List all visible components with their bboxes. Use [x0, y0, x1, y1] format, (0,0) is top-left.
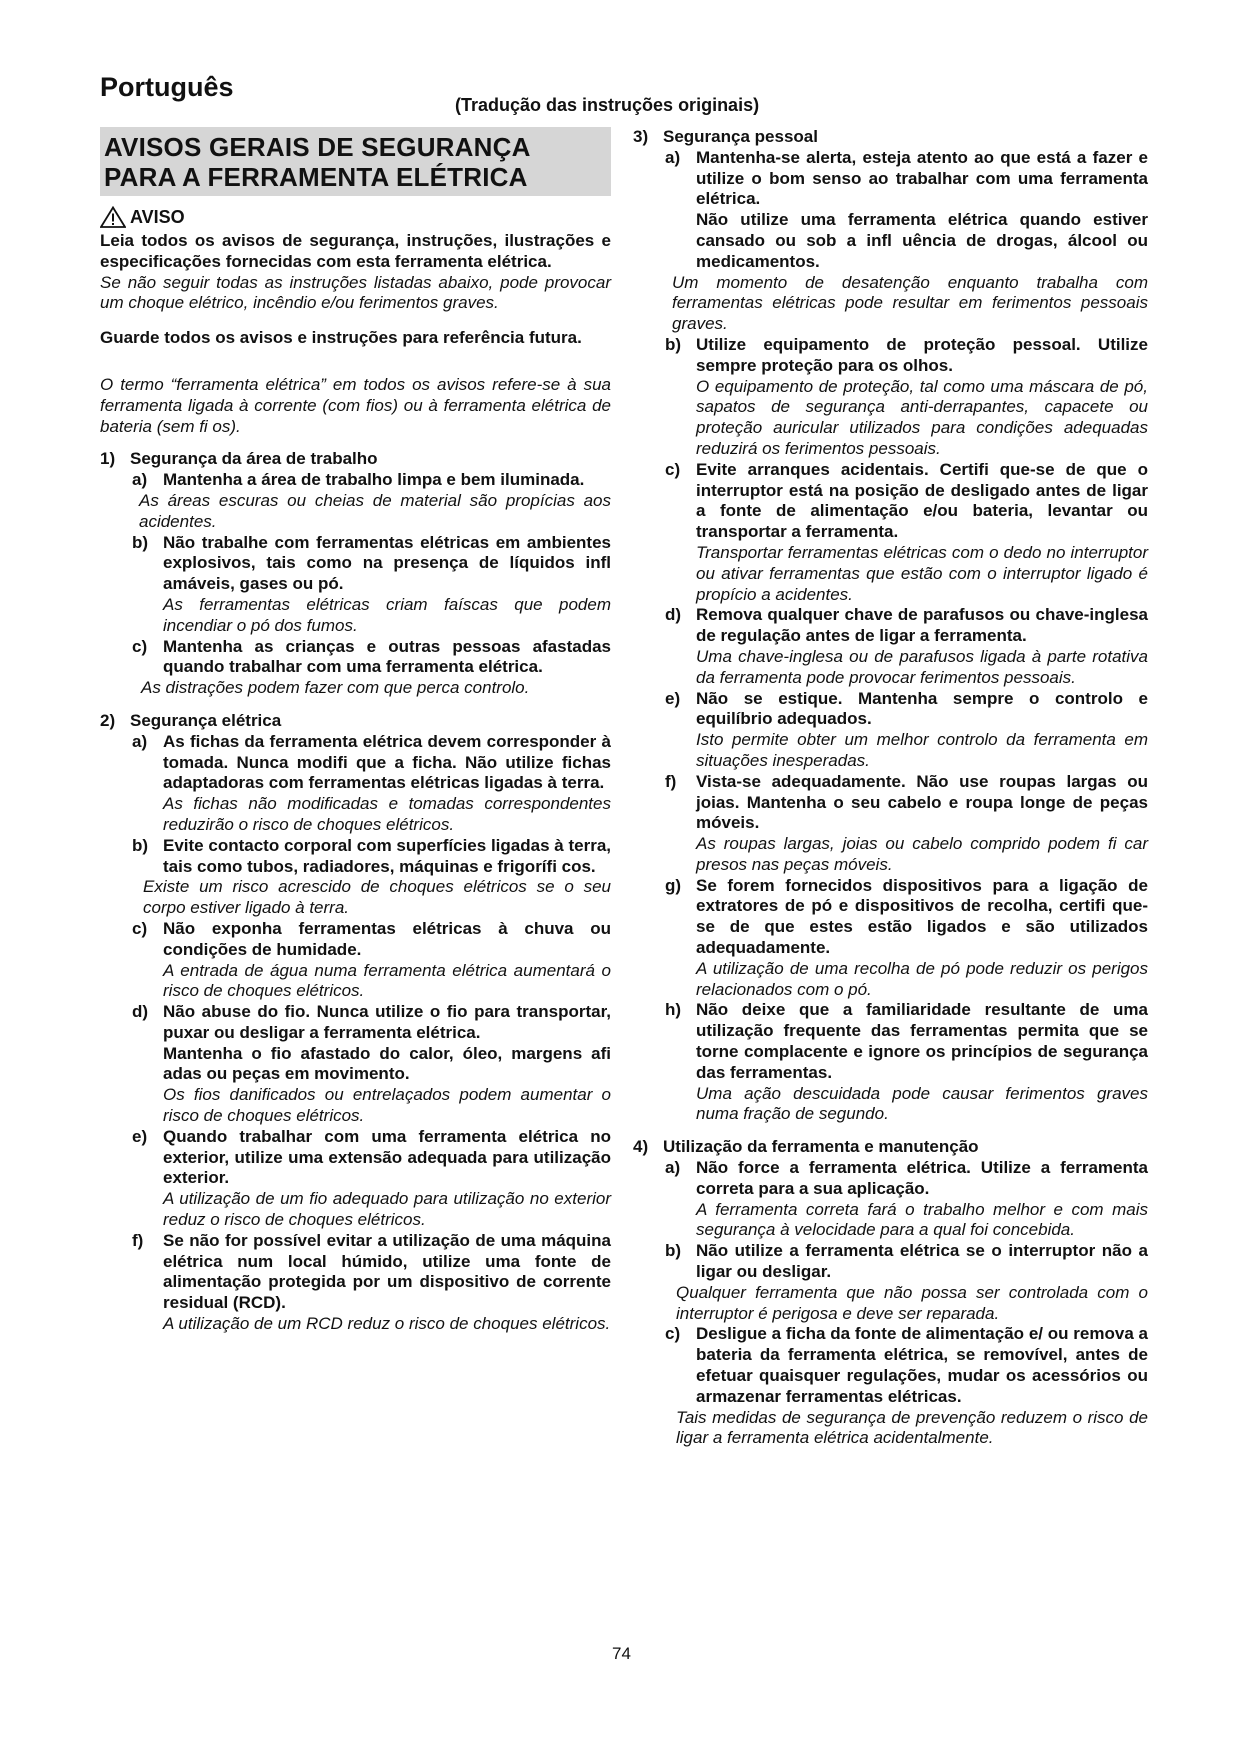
item-note: A utilização de um fio adequado para utilização no exterior reduz o risco de choques elétricos.: [163, 1189, 611, 1230]
list-item: [665, 772, 1148, 876]
item-note: A utilização de uma recolha de pó pode reduzir os perigos relacionados com o pó.: [696, 958, 1148, 999]
item-bold: Desligue a ficha da fonte de alimentação e/ ou remova a bateria da ferramenta elétrica, se removível, antes de efetuar quaisquer regulações, mudar os acessórios ou armazenar ferramentas elétricas.: [696, 1324, 1148, 1406]
list-item: [665, 1158, 1148, 1241]
item-bold: Não force a ferramenta elétrica. Utilize a ferramenta correta para a sua aplicação.: [696, 1158, 1148, 1198]
item-letter: g): [665, 875, 682, 895]
item-letter: c): [665, 459, 681, 479]
warning-italic-text: Se não seguir todas as instruções listadas abaixo, pode provocar um choque elétrico, incêndio e/ou ferimentos graves.: [100, 272, 611, 313]
page-number: 74: [612, 1644, 631, 1663]
item-letter: c): [132, 918, 148, 938]
translation-note: (Tradução das instruções originais): [455, 95, 760, 115]
item-bold: Mantenha-se alerta, esteja atento ao que está a fazer e utilize o bom senso ao trabalhar com uma ferramenta elétrica.: [696, 147, 1148, 209]
page-title: AVISOS GERAIS DE SEGURANÇA PARA A FERRAMENTA ELÉTRICA: [100, 127, 611, 196]
section-1: [100, 449, 611, 699]
item-letter: a): [132, 470, 148, 490]
item-bold: As fichas da ferramenta elétrica devem corresponder à tomada. Nunca modifi que a ficha. Não utilize fichas adaptadoras com ferramentas elétricas ligadas à terra.: [163, 731, 611, 793]
item-letter: b): [132, 532, 149, 552]
section-title: Segurança da área de trabalho: [130, 449, 378, 469]
item-bold-2: Mantenha o fio afastado do calor, óleo, margens afi adas ou peças em movimento.: [163, 1043, 611, 1084]
warning-triangle-icon: [100, 206, 126, 228]
item-bold: Não trabalhe com ferramentas elétricas em ambientes explosivos, tais como na presença de líquidos infl amáveis, gases ou pó.: [163, 532, 611, 594]
item-bold: Quando trabalhar com uma ferramenta elétrica no exterior, utilize uma extensão adequada para utilização exterior.: [163, 1126, 611, 1188]
section-3-items: [665, 148, 1148, 1125]
list-item: [665, 605, 1148, 688]
item-note: O equipamento de proteção, tal como uma máscara de pó, sapatos de segurança anti-derrapantes, capacete ou proteção auricular utilizados para condições adequadas reduzirá os ferimentos pessoais.: [696, 376, 1148, 458]
item-bold: Se não for possível evitar a utilização de uma máquina elétrica num local húmido, utilize uma fonte de alimentação protegida por um dispositivo de corrente residual (RCD).: [163, 1230, 611, 1313]
section-3-heading: [633, 127, 1148, 148]
list-item: [665, 148, 1148, 335]
item-letter: a): [132, 731, 148, 751]
list-item: [665, 1241, 1148, 1324]
item-letter: b): [132, 835, 149, 855]
item-note: Existe um risco acrescido de choques elétricos se o seu corpo estiver ligado à terra.: [143, 877, 611, 918]
item-bold: Evite contacto corporal com superfícies ligadas à terra, tais como tubos, radiadores, máquinas e frigorífi cos.: [163, 835, 611, 876]
list-item: [665, 460, 1148, 606]
item-note: As ferramentas elétricas criam faíscas que podem incendiar o pó dos fumos.: [163, 594, 611, 635]
section-2-heading: [100, 711, 611, 732]
term-definition: O termo “ferramenta elétrica” em todos os avisos refere-se à sua ferramenta ligada à corrente (com fios) ou à ferramenta elétrica de bateria (sem fi os).: [100, 374, 611, 436]
item-note: A entrada de água numa ferramenta elétrica aumentará o risco de choques elétricos.: [163, 960, 611, 1001]
item-letter: f): [132, 1230, 144, 1250]
item-note: As distrações podem fazer com que perca controlo.: [141, 678, 530, 698]
section-4-heading: [633, 1137, 1148, 1158]
list-item: [132, 919, 611, 1002]
item-note: A ferramenta correta fará o trabalho melhor e com mais segurança à velocidade para a qual foi concebida.: [696, 1199, 1148, 1240]
list-item: [132, 836, 611, 919]
language-heading: Português: [100, 72, 234, 102]
item-letter: a): [665, 1158, 681, 1178]
item-note: Isto permite obter um melhor controlo da ferramenta em situações inesperadas.: [696, 730, 1148, 770]
item-note: A utilização de um RCD reduz o risco de choques elétricos.: [163, 1314, 611, 1334]
item-letter: d): [665, 605, 682, 625]
list-item: [132, 533, 611, 637]
item-letter: e): [665, 688, 681, 708]
item-bold: Se forem fornecidos dispositivos para a ligação de extratores de pó e dispositivos de recolha, certifi que-se de que estes estão ligados e são utilizados adequadamente.: [696, 875, 1148, 958]
list-item: [132, 1002, 611, 1127]
right-column: [633, 127, 1148, 1449]
section-3: [633, 127, 1148, 1125]
item-letter: f): [665, 771, 677, 791]
item-note: Tais medidas de segurança de prevenção reduzem o risco de ligar a ferramenta elétrica acidentalmente.: [676, 1407, 1148, 1448]
item-note: As roupas largas, joias ou cabelo comprido podem fi car presos nas peças móveis.: [696, 834, 1148, 874]
item-letter: c): [665, 1324, 681, 1344]
item-note: Qualquer ferramenta que não possa ser controlada com o interruptor é perigosa e deve ser reparada.: [676, 1282, 1148, 1323]
item-letter: h): [665, 1000, 682, 1020]
list-item: [132, 1127, 611, 1231]
list-item: [132, 732, 611, 836]
section-1-heading: [100, 449, 611, 470]
item-bold: Utilize equipamento de proteção pessoal. Utilize sempre proteção para os olhos.: [696, 334, 1148, 375]
section-4: [633, 1137, 1148, 1449]
section-number: 2): [100, 710, 116, 730]
item-note: Os fios danificados ou entrelaçados podem aumentar o risco de choques elétricos.: [163, 1085, 611, 1126]
item-bold: Remova qualquer chave de parafusos ou chave-inglesa de regulação antes de ligar a ferramenta.: [696, 605, 1148, 646]
item-letter: b): [665, 334, 682, 354]
item-note: Um momento de desatenção enquanto trabalha com ferramentas elétricas pode resultar em ferimentos pessoais graves.: [672, 272, 1148, 334]
item-note: Uma chave-inglesa ou de parafusos ligada à parte rotativa da ferramenta pode provocar ferimentos pessoais.: [696, 646, 1148, 687]
section-1-items: [132, 470, 611, 699]
section-2-items: [132, 732, 611, 1335]
warning-header: [100, 206, 611, 228]
section-title: Segurança elétrica: [130, 710, 282, 730]
item-letter: a): [665, 147, 681, 167]
list-item: [132, 470, 611, 532]
item-bold-2: Não utilize uma ferramenta elétrica quando estiver cansado ou sob a infl uência de drogas, álcool ou medicamentos.: [696, 210, 1148, 271]
item-bold: Evite arranques acidentais. Certifi que-se de que o interruptor está na posição de desligado antes de ligar a fonte de alimentação e/ou bateria, levantar ou transportar a ferramenta.: [696, 459, 1148, 542]
item-bold: Não abuse do fio. Nunca utilize o fio para transportar, puxar ou desligar a ferramenta elétrica.: [163, 1002, 611, 1042]
section-number: 1): [100, 449, 116, 469]
section-title: Utilização da ferramenta e manutenção: [663, 1137, 979, 1157]
item-note: Transportar ferramentas elétricas com o dedo no interruptor ou ativar ferramentas que estão com o interruptor ligado é propício a acidentes.: [696, 542, 1148, 604]
list-item: [665, 876, 1148, 1001]
warning-bold-text: Leia todos os avisos de segurança, instruções, ilustrações e especificações fornecidas com esta ferramenta elétrica.: [100, 231, 611, 271]
item-bold: Vista-se adequadamente. Não use roupas largas ou joias. Mantenha o seu cabelo e roupa longe de peças móveis.: [696, 771, 1148, 833]
list-item: [132, 637, 611, 699]
item-bold: Não utilize a ferramenta elétrica se o interruptor não a ligar ou desligar.: [696, 1241, 1148, 1282]
list-item: [665, 689, 1148, 772]
section-2: [100, 711, 611, 1335]
section-number: 4): [633, 1137, 649, 1157]
item-note: As áreas escuras ou cheias de material são propícias aos acidentes.: [139, 490, 611, 531]
section-title: Segurança pessoal: [663, 127, 818, 146]
item-note: As fichas não modificadas e tomadas correspondentes reduzirão o risco de choques elétricos.: [163, 794, 611, 834]
section-number: 3): [633, 127, 649, 146]
section-4-items: [665, 1158, 1148, 1449]
item-letter: c): [132, 636, 148, 656]
item-bold: Mantenha a área de trabalho limpa e bem iluminada.: [163, 470, 585, 490]
left-column: [100, 127, 611, 1335]
warning-label: AVISO: [130, 206, 185, 227]
item-bold: Não exponha ferramentas elétricas à chuva ou condições de humidade.: [163, 918, 611, 959]
item-letter: d): [132, 1002, 149, 1022]
item-bold: Não deixe que a familiaridade resultante de uma utilização frequente das ferramentas permita que se torne complacente e ignore os princípios de segurança das ferramentas.: [696, 1000, 1148, 1082]
item-letter: e): [132, 1126, 148, 1146]
list-item: [132, 1231, 611, 1335]
keep-instructions-text: Guarde todos os avisos e instruções para referência futura.: [100, 328, 582, 348]
list-item: [665, 1000, 1148, 1125]
item-letter: b): [665, 1241, 682, 1261]
item-bold: Mantenha as crianças e outras pessoas afastadas quando trabalhar com uma ferramenta elétrica.: [163, 636, 611, 677]
item-note: Uma ação descuidada pode causar ferimentos graves numa fração de segundo.: [696, 1083, 1148, 1124]
list-item: [665, 1324, 1148, 1449]
item-bold: Não se estique. Mantenha sempre o controlo e equilíbrio adequados.: [696, 688, 1148, 729]
list-item: [665, 335, 1148, 460]
